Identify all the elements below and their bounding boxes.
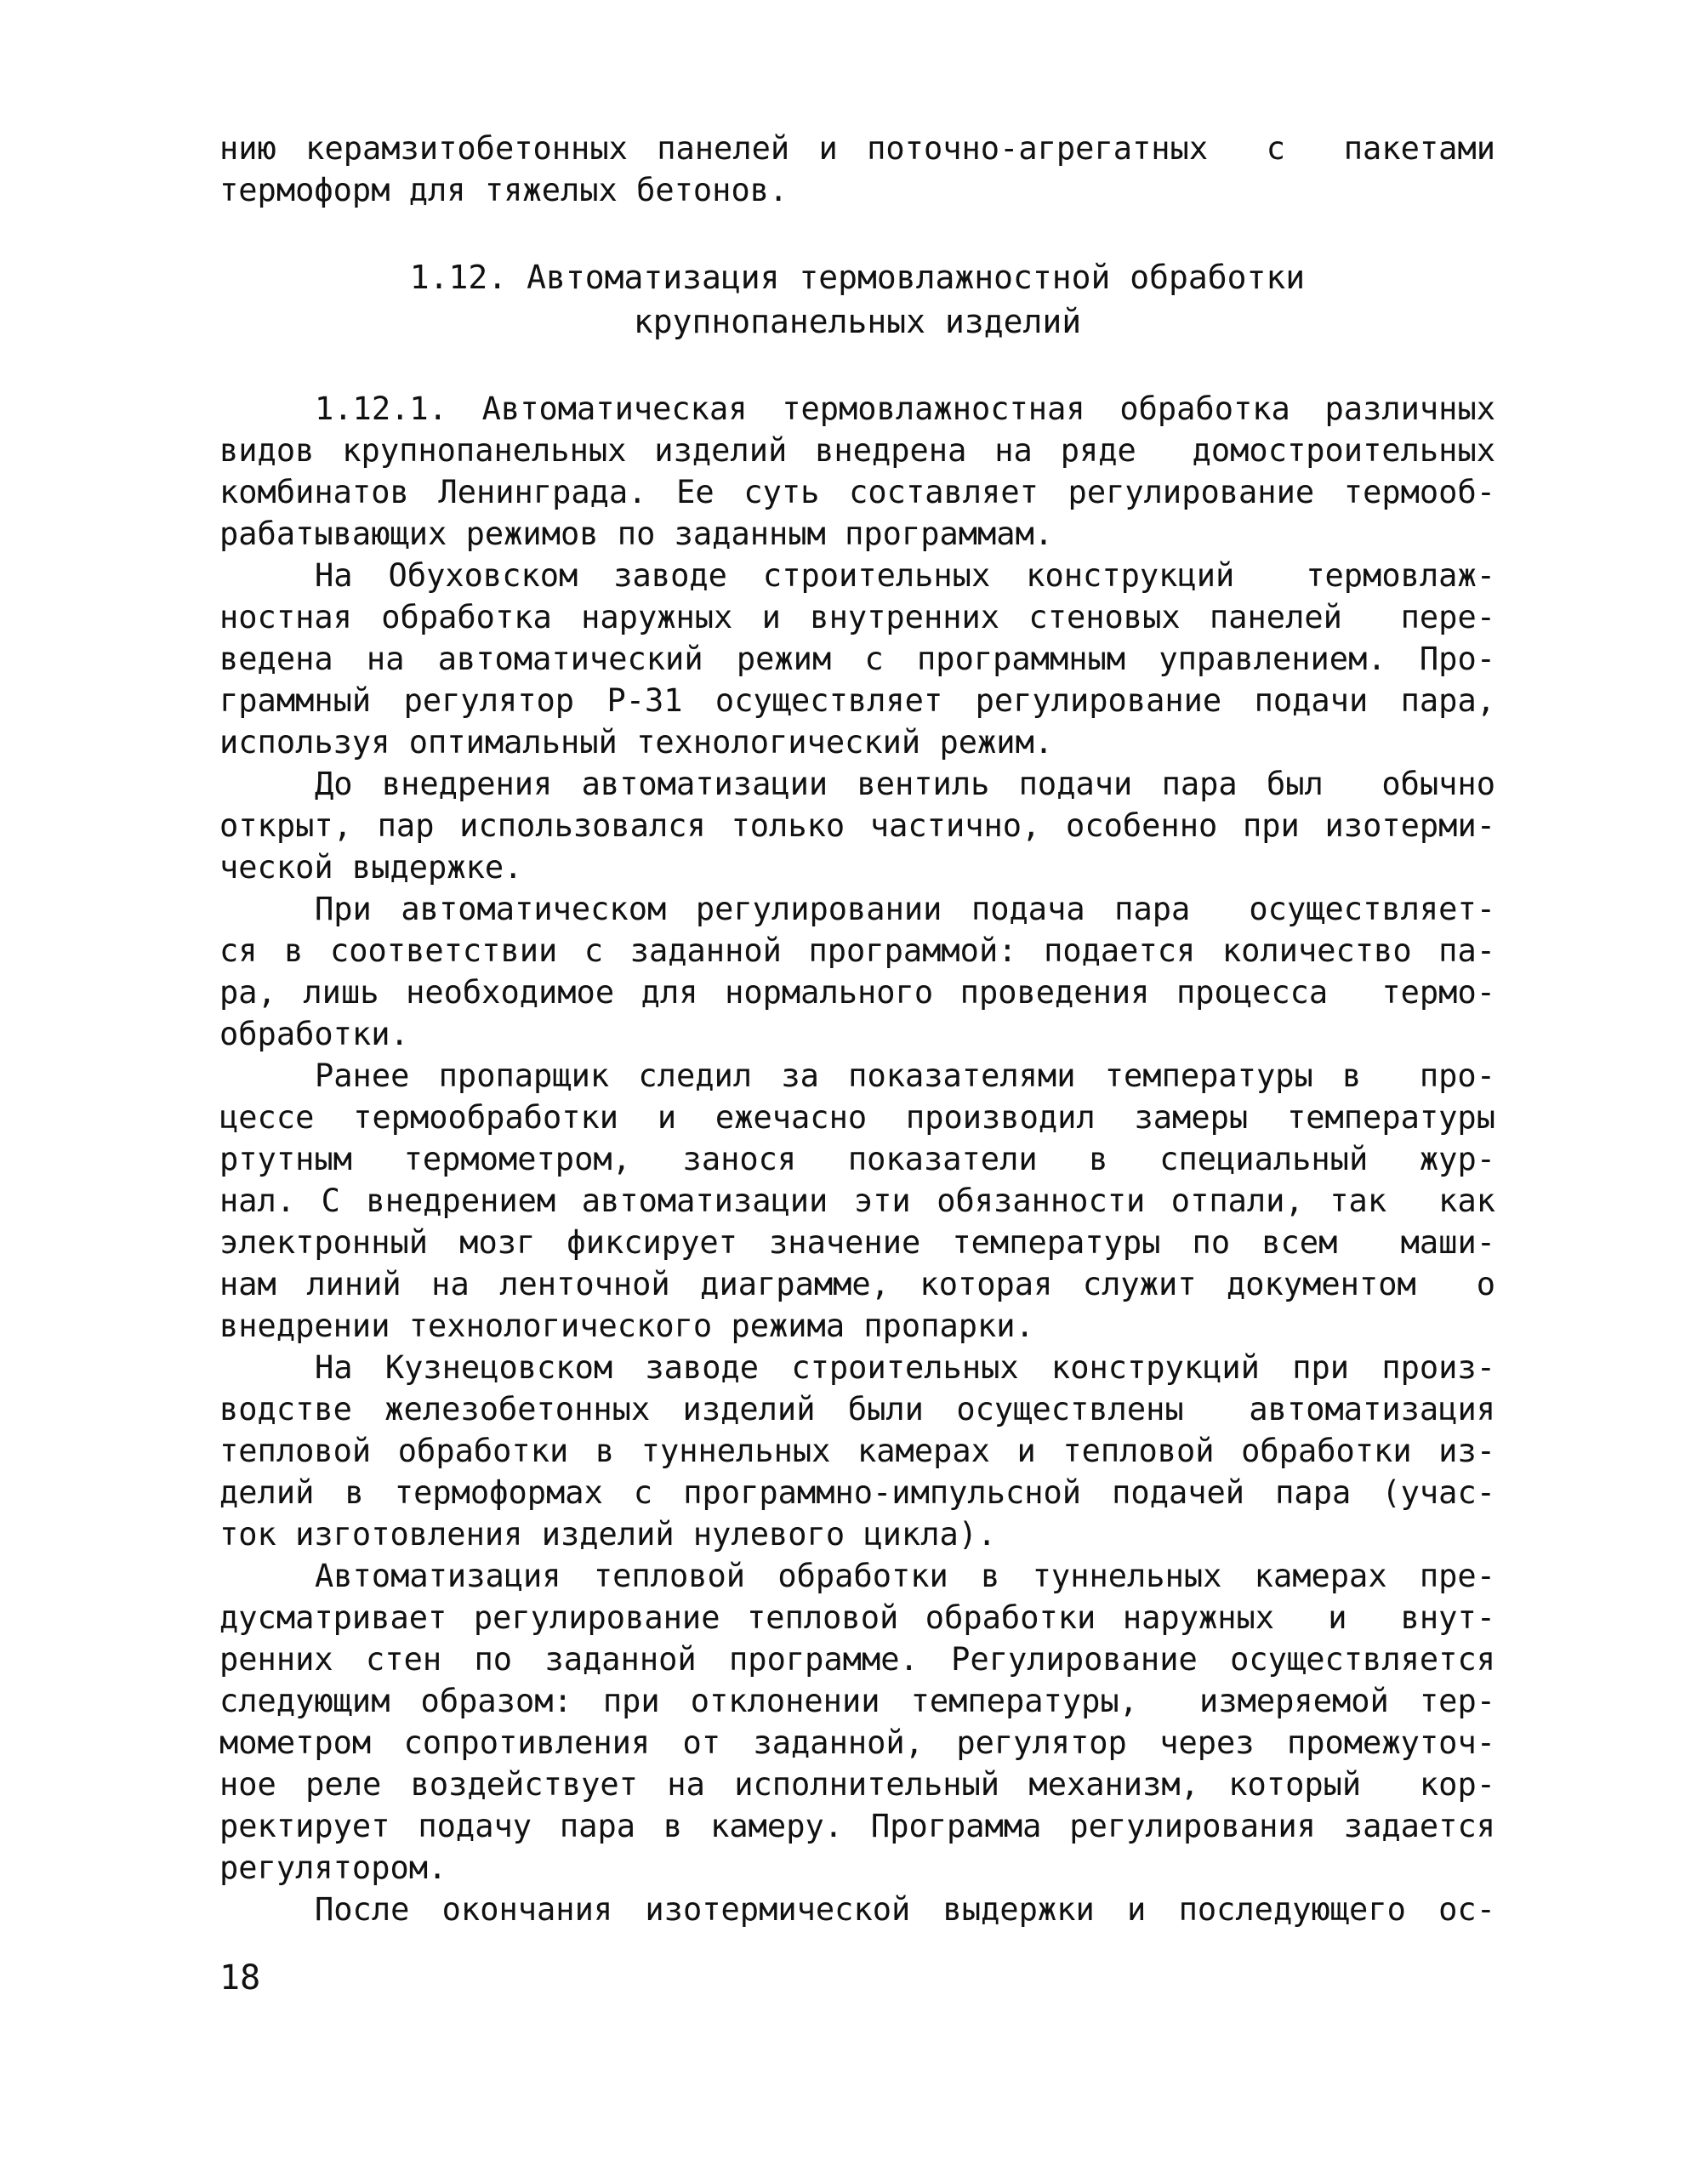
text-line: Автоматизация тепловой обработки в туннельных камерах пре- [315,1558,1495,1594]
section-heading-line: крупнопанельных изделий [633,303,1082,340]
text-line: обработки. [219,1016,409,1052]
text-line: ся в соответствии с заданной программой: подается количество па- [219,932,1495,969]
text-line: электронный мозг фиксирует значение температуры по всем маши- [219,1224,1495,1261]
paragraph [219,888,1495,1055]
text-line: ведена на автоматический режим с программным управлением. Про- [219,641,1495,677]
text-line: ностная обработка наружных и внутренних стеновых панелей пере- [219,599,1495,635]
text-line: регулятором. [219,1849,447,1886]
text-line: При автоматическом регулировании подача пара осуществляет- [315,891,1495,927]
opening-paragraph [219,128,1495,211]
text-line: рабатывающих режимов по заданным программам. [219,516,1054,552]
paragraph [219,1889,1495,1930]
text-line: После окончания изотермической выдержки и последующего ос- [315,1891,1495,1928]
text-line: внедрении технологического режима пропарки. [219,1308,1034,1344]
text-line: ток изготовления изделий нулевого цикла). [219,1516,997,1553]
text-line: тепловой обработки в туннельных камерах и тепловой обработки из- [219,1433,1495,1469]
text-line: используя оптимальный технологический режим. [219,724,1054,761]
text-line: водстве железобетонных изделий были осуществлены автоматизация [219,1391,1495,1428]
text-line: ртутным термометром, занося показатели в специальный жур- [219,1141,1495,1177]
text-line: следующим образом: при отклонении температуры, измеряемой тер- [219,1683,1495,1719]
text-line: ренних стен по заданной программе. Регулирование осуществляется [219,1641,1495,1678]
paragraph [219,1055,1495,1347]
text-line: На Кузнецовском заводе строительных конструкций при произ- [315,1349,1495,1386]
page-number: 18 [219,1958,261,1998]
text-line: термоформ для тяжелых бетонов. [219,172,789,208]
text-line: мометром сопротивления от заданной, регулятор через промежуточ- [219,1724,1495,1761]
paragraph [219,388,1495,555]
text-line: открыт, пар использовался только частично, особенно при изотерми- [219,807,1495,844]
text-column [219,128,1495,1930]
text-line: дусматривает регулирование тепловой обработки наружных и внут- [219,1599,1495,1636]
text-line: ное реле воздействует на исполнительный механизм, который кор- [219,1766,1495,1803]
text-line: нал. С внедрением автоматизации эти обязанности отпали, так как [219,1183,1495,1219]
text-line: видов крупнопанельных изделий внедрена на ряде домостроительных [219,432,1495,469]
text-line: цессе термообработки и ежечасно производил замеры температуры [219,1099,1495,1136]
text-line: 1.12.1. Автоматическая термовлажностная обработка различных [315,390,1495,427]
text-line: До внедрения автоматизации вентиль подачи пара был обычно [315,766,1495,802]
text-line: ра, лишь необходимое для нормального проведения процесса термо- [219,974,1495,1011]
paragraph [219,1555,1495,1889]
paragraph [219,1347,1495,1555]
section-heading-line: 1.12. Автоматизация термовлажностной обработки [409,259,1306,296]
text-line: делий в термоформах с программно-импульсной подачей пара (учас- [219,1474,1495,1511]
text-line: нам линий на ленточной диаграмме, которая служит документом о [219,1266,1495,1302]
text-line: граммный регулятор Р-31 осуществляет регулирование подачи пара, [219,682,1495,719]
text-line: На Обуховском заводе строительных конструкций термовлаж- [315,557,1495,594]
text-line: ческой выдержке. [219,849,523,886]
text-line: Ранее пропарщик следил за показателями температуры в про- [315,1057,1495,1094]
text-line: комбинатов Ленинграда. Ее суть составляет регулирование термооб- [219,474,1495,510]
text-line: нию керамзитобетонных панелей и поточно-агрегатных с пакетами [219,130,1495,167]
paragraph [219,555,1495,763]
text-line: ректирует подачу пара в камеру. Программа регулирования задается [219,1808,1495,1844]
section-heading [219,255,1495,344]
paragraph [219,763,1495,888]
